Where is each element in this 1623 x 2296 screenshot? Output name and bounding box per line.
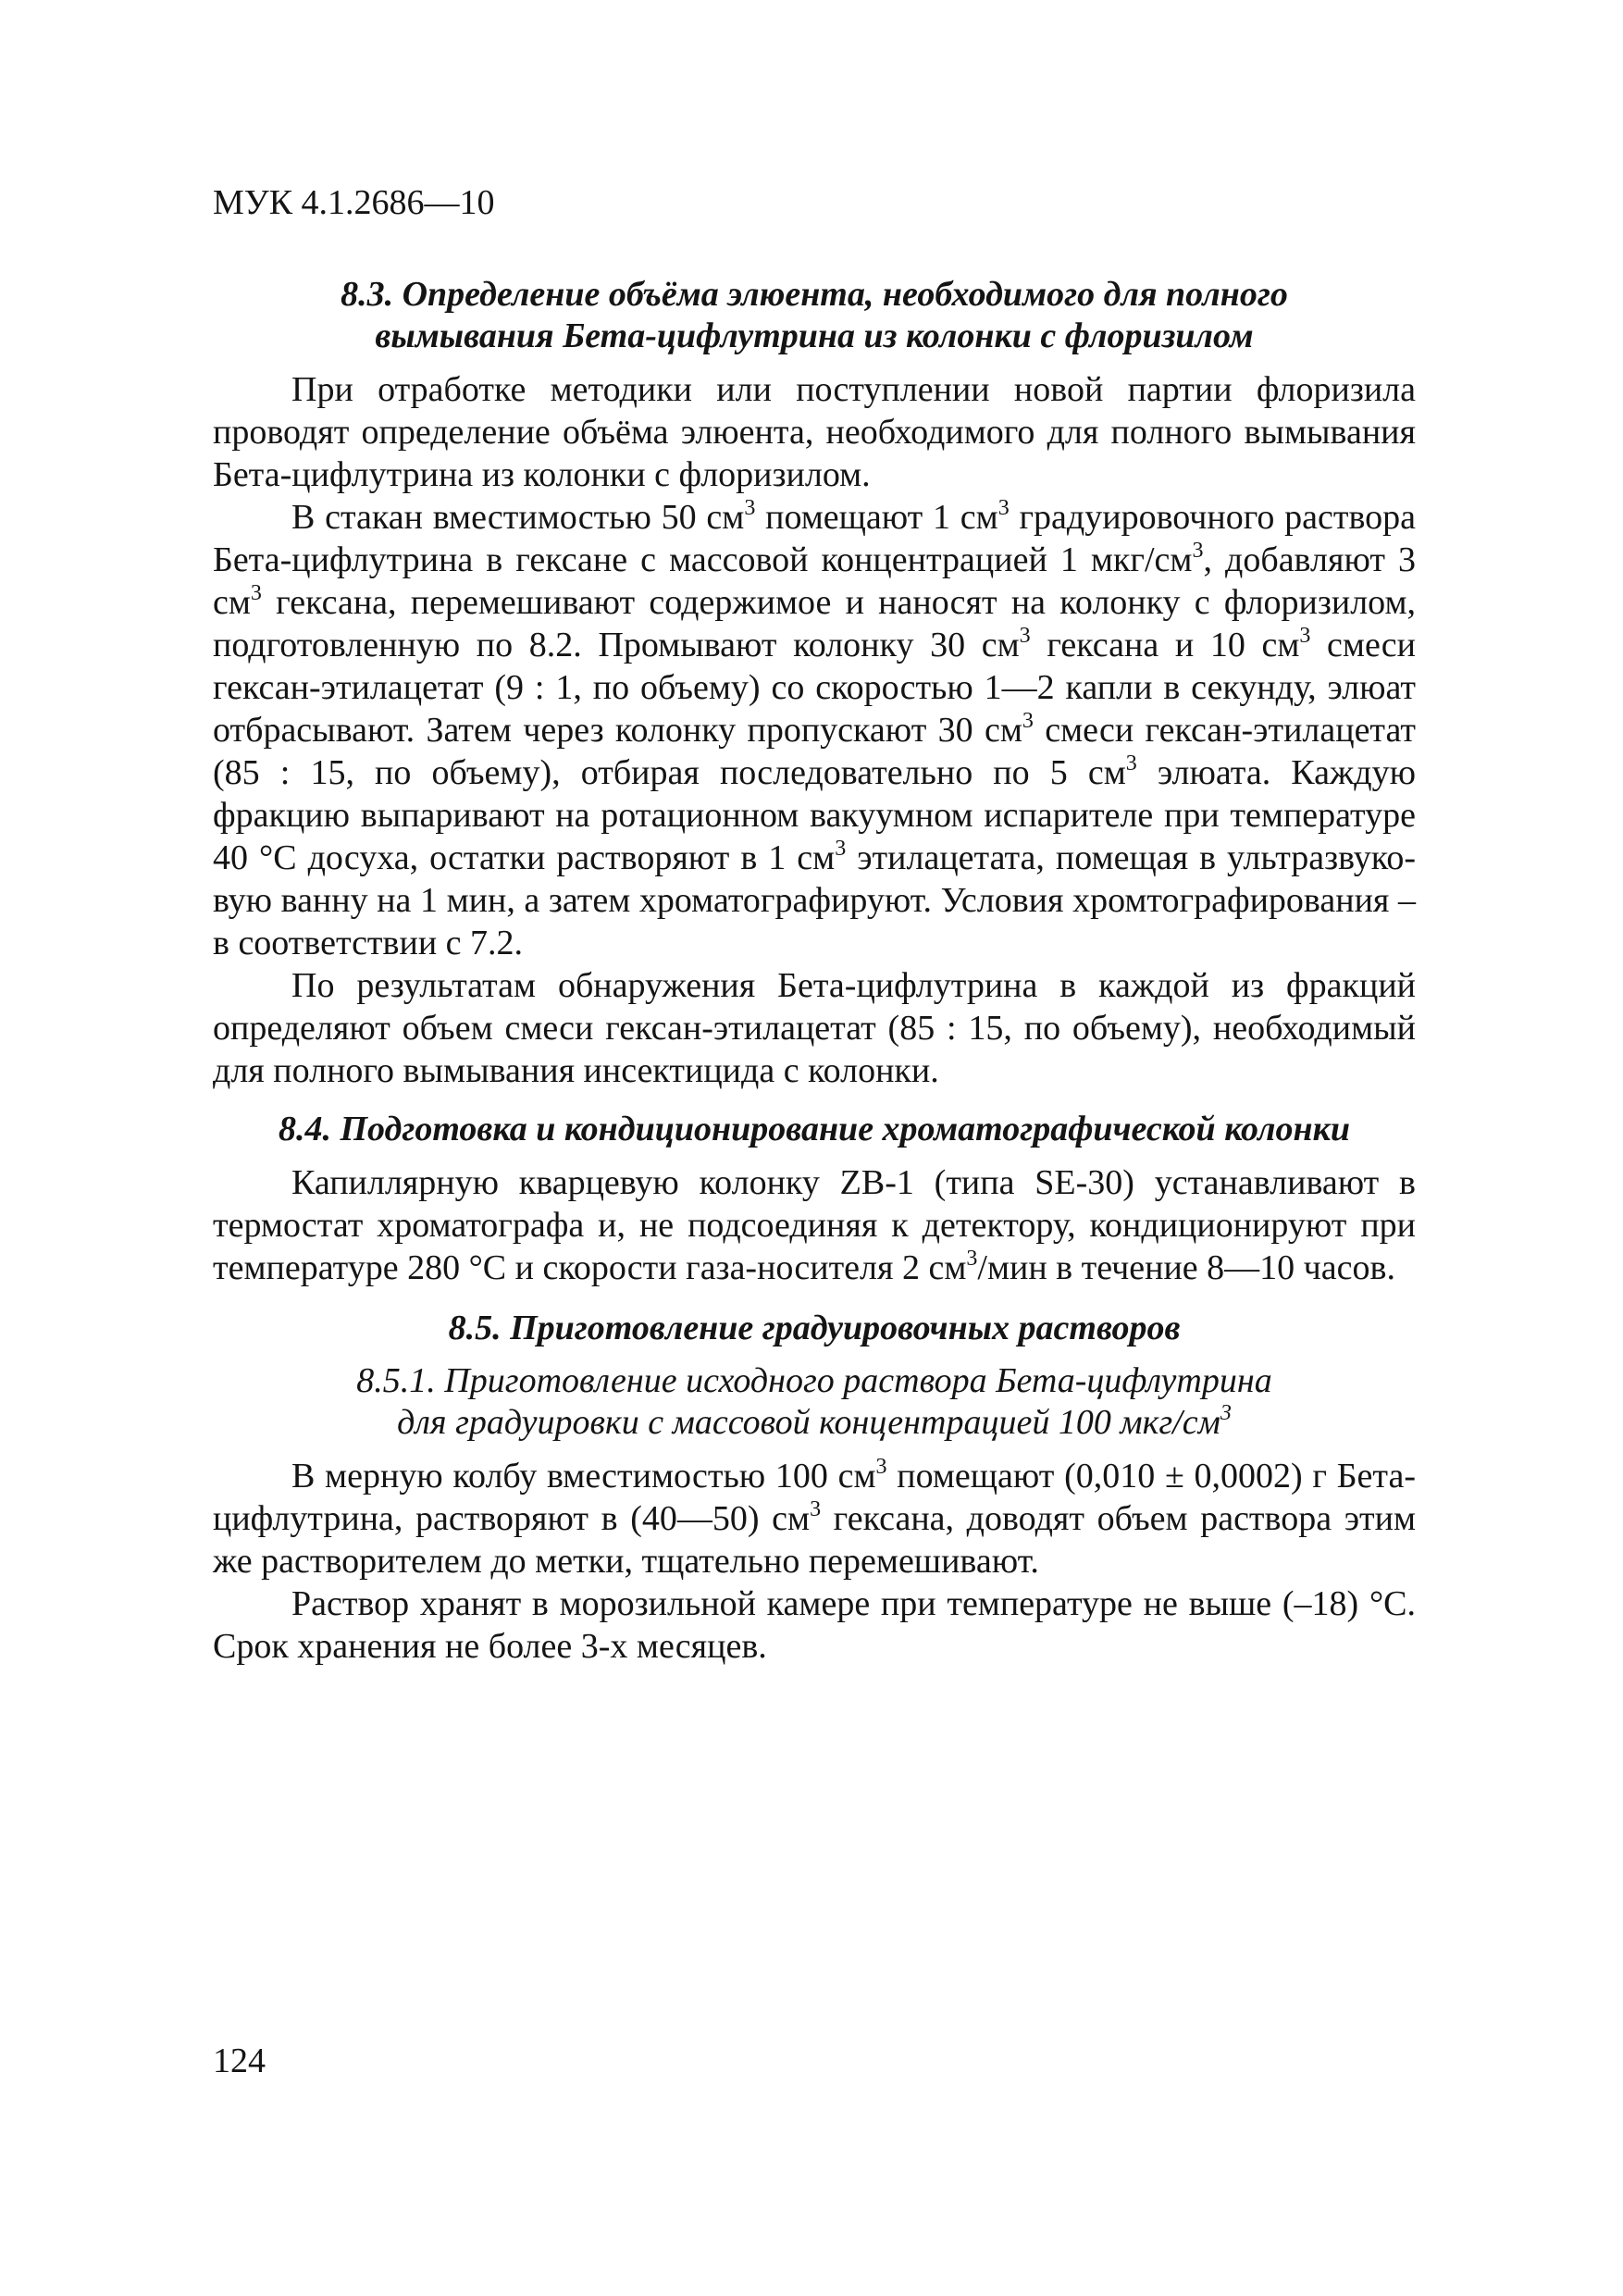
- page-number: 124: [213, 2042, 266, 2080]
- section-8-3-heading: [213, 274, 1416, 357]
- section-8-5-1-paragraph-2: Раствор хранят в морозильной камере при температуре не выше (–18) °С. Срок хранения не более 3-х месяцев.: [213, 1584, 1416, 1666]
- section-8-3-heading-line2: вымывания Бета-цифлутрина из колонки с флоризилом: [375, 316, 1254, 355]
- section-8-5-heading: 8.5. Приготовление градуировочных растворов: [448, 1309, 1181, 1347]
- section-8-5-1-heading-line1: 8.5.1. Приготовление исходного раствора Бета-цифлутрина: [356, 1361, 1272, 1400]
- section-8-4-paragraph-1: Капиллярную кварцевую колонку ZB-1 (типа SE-30) устанавливают в термостат хроматографа и, не подсоединяя к детектору, кондиционируют при температуре 280 °С и скорости газа-носителя 2 $см^3$/мин в течение 8—10 часов.: [213, 1163, 1416, 1287]
- section-8-3-paragraph-1: При отработке методики или поступлении новой партии флоризила проводят определение объёма элюента, необходимого для полного вымывания Бета-цифлутрина из колонки с флоризилом.: [213, 370, 1416, 494]
- section-8-3-paragraph-2: В стакан вместимостью 50 $см^3$ помещают 1 $см^3$ градуировочного раствора Бета-цифлутрина в гексане с массовой концентрацией 1 мкг/$см^3$, добавляют 3 $см^3$ гексана, перемешивают содержимое и наносят на колонку с флоризилом, подготовленную по 8.2. Промывают колонку 30 $см^3$ гексана и 10 $см^3$ смеси гексан-этилацетат (9 : 1, по объему) со скоростью 1—2 капли в секунду, элюат отбрасывают. Затем через колонку пропускают 30 $см^3$ смеси гексан-этилацетат (85 : 15, по объему), отбирая последовательно по 5 $см^3$ элюата. Каждую фракцию выпаривают на ротационном вакуумном испарителе при температуре 40 °С досуха, остатки растворяют в 1 $см^3$ этилацетата, помещая в ультразвуковую ванну на 1 мин, а затем хроматографируют. Условия хромтографирования – в соответствии с 7.2.: [213, 496, 1417, 962]
- section-8-5-1-heading: [213, 1360, 1416, 1444]
- section-8-3-paragraph-3: По результатам обнаружения Бета-цифлутрина в каждой из фракций определяют объем смеси гексан-этилацетат (85 : 15, по объему), необходимый для полного вымывания инсектицида с колонки.: [213, 966, 1416, 1090]
- section-8-5-1-paragraph-1: В мерную колбу вместимостью 100 $см^3$ помещают (0,010 ± 0,0002) г Бета-цифлутрина, растворяют в (40—50) $см^3$ гексана, доводят объем раствора этим же растворителем до метки, тщательно перемешивают.: [213, 1455, 1417, 1581]
- page-header-doc-code: МУК 4.1.2686—10: [213, 183, 495, 222]
- page-content: [213, 274, 1416, 1668]
- section-8-3-heading-line1: 8.3. Определение объёма элюента, необходимого для полного: [341, 275, 1288, 314]
- section-8-5-1-heading-line2: для градуировки с массовой концентрацией 100 мкг/$см^3$: [397, 1401, 1232, 1442]
- section-8-4-heading: 8.4. Подготовка и кондиционирование хроматографической колонки: [278, 1110, 1351, 1148]
